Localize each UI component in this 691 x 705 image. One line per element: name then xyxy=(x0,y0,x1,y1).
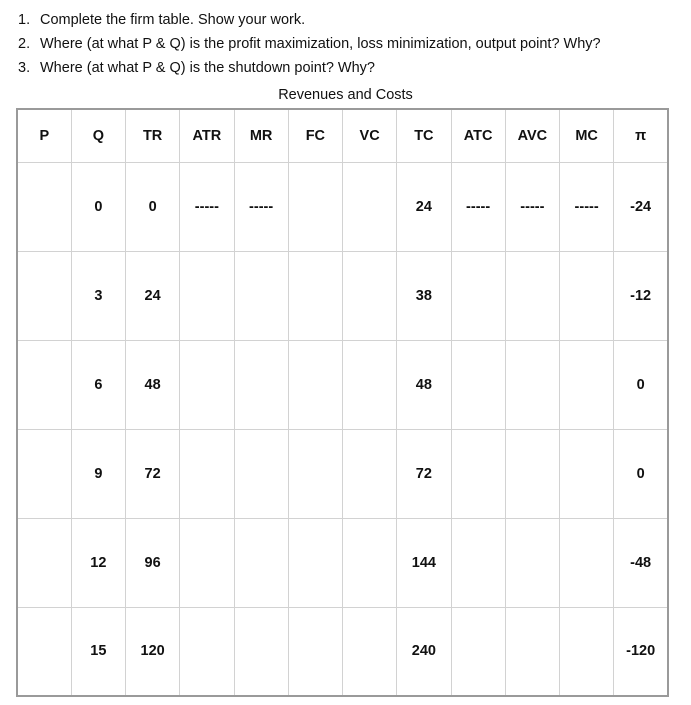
cell-vc xyxy=(343,607,397,696)
cell-profit: -120 xyxy=(614,607,668,696)
cell-mc xyxy=(560,251,614,340)
cell-p xyxy=(17,429,71,518)
header-tc: TC xyxy=(397,109,451,162)
cell-fc xyxy=(288,429,342,518)
cell-mc: ----- xyxy=(560,162,614,251)
cell-avc xyxy=(505,251,559,340)
header-atr: ATR xyxy=(180,109,234,162)
header-avc: AVC xyxy=(505,109,559,162)
cell-tc: 240 xyxy=(397,607,451,696)
header-vc: VC xyxy=(343,109,397,162)
cell-vc xyxy=(343,518,397,607)
cell-atc xyxy=(451,607,505,696)
cell-profit: 0 xyxy=(614,429,668,518)
header-mr: MR xyxy=(234,109,288,162)
cell-profit: -24 xyxy=(614,162,668,251)
cell-q: 15 xyxy=(71,607,125,696)
question-1 xyxy=(18,8,601,32)
cell-atc xyxy=(451,251,505,340)
cell-vc xyxy=(343,340,397,429)
cell-mr xyxy=(234,429,288,518)
table-row xyxy=(17,162,668,251)
header-tr: TR xyxy=(126,109,180,162)
cell-tr: 120 xyxy=(126,607,180,696)
cell-profit: -48 xyxy=(614,518,668,607)
question-3 xyxy=(18,56,601,80)
cell-avc xyxy=(505,340,559,429)
header-atc: ATC xyxy=(451,109,505,162)
cell-tc: 72 xyxy=(397,429,451,518)
cell-fc xyxy=(288,251,342,340)
cell-atr xyxy=(180,607,234,696)
cell-fc xyxy=(288,162,342,251)
cell-q: 3 xyxy=(71,251,125,340)
cell-q: 0 xyxy=(71,162,125,251)
question-1-number: 1. xyxy=(18,12,31,28)
cell-mr xyxy=(234,340,288,429)
question-3-text: Where (at what P & Q) is the shutdown point? Why? xyxy=(40,60,376,76)
cell-tc: 24 xyxy=(397,162,451,251)
header-fc: FC xyxy=(288,109,342,162)
cell-avc xyxy=(505,607,559,696)
cell-mr xyxy=(234,518,288,607)
table-row xyxy=(17,340,668,429)
table-header-row xyxy=(17,109,668,162)
header-p: P xyxy=(17,109,71,162)
cell-tr: 72 xyxy=(126,429,180,518)
question-1-text: Complete the firm table. Show your work. xyxy=(40,12,306,28)
cell-atr xyxy=(180,429,234,518)
cell-atr xyxy=(180,251,234,340)
cell-atc xyxy=(451,518,505,607)
cell-atc: ----- xyxy=(451,162,505,251)
cell-fc xyxy=(288,607,342,696)
cell-atr xyxy=(180,340,234,429)
cell-tr: 24 xyxy=(126,251,180,340)
table-body xyxy=(17,162,668,696)
cell-p xyxy=(17,162,71,251)
cell-q: 12 xyxy=(71,518,125,607)
question-list xyxy=(18,8,601,80)
cell-avc xyxy=(505,429,559,518)
cell-vc xyxy=(343,251,397,340)
cell-tr: 0 xyxy=(126,162,180,251)
table-caption: Revenues and Costs xyxy=(278,87,413,103)
header-q: Q xyxy=(71,109,125,162)
cell-vc xyxy=(343,429,397,518)
table-row xyxy=(17,251,668,340)
question-2 xyxy=(18,32,601,56)
cell-avc xyxy=(505,518,559,607)
cell-avc: ----- xyxy=(505,162,559,251)
cell-mc xyxy=(560,607,614,696)
cell-profit: 0 xyxy=(614,340,668,429)
cell-mc xyxy=(560,429,614,518)
cell-tr: 48 xyxy=(126,340,180,429)
cell-p xyxy=(17,607,71,696)
cell-mr xyxy=(234,251,288,340)
cell-tc: 144 xyxy=(397,518,451,607)
cell-fc xyxy=(288,518,342,607)
cell-mc xyxy=(560,340,614,429)
header-profit: π xyxy=(614,109,668,162)
cell-mc xyxy=(560,518,614,607)
cell-tc: 38 xyxy=(397,251,451,340)
table-row xyxy=(17,607,668,696)
cell-vc xyxy=(343,162,397,251)
cell-profit: -12 xyxy=(614,251,668,340)
cell-tr: 96 xyxy=(126,518,180,607)
firm-table xyxy=(16,108,669,697)
question-2-text: Where (at what P & Q) is the profit maximization, loss minimization, output point? Why? xyxy=(40,36,601,52)
cell-q: 6 xyxy=(71,340,125,429)
cell-mr xyxy=(234,607,288,696)
cell-p xyxy=(17,340,71,429)
cell-p xyxy=(17,251,71,340)
header-mc: MC xyxy=(560,109,614,162)
cell-fc xyxy=(288,340,342,429)
cell-atr xyxy=(180,518,234,607)
cell-q: 9 xyxy=(71,429,125,518)
table-row xyxy=(17,429,668,518)
cell-p xyxy=(17,518,71,607)
question-2-number: 2. xyxy=(18,36,31,52)
cell-atc xyxy=(451,340,505,429)
cell-mr: ----- xyxy=(234,162,288,251)
cell-atc xyxy=(451,429,505,518)
cell-tc: 48 xyxy=(397,340,451,429)
table-row xyxy=(17,518,668,607)
question-3-number: 3. xyxy=(18,60,31,76)
cell-atr: ----- xyxy=(180,162,234,251)
